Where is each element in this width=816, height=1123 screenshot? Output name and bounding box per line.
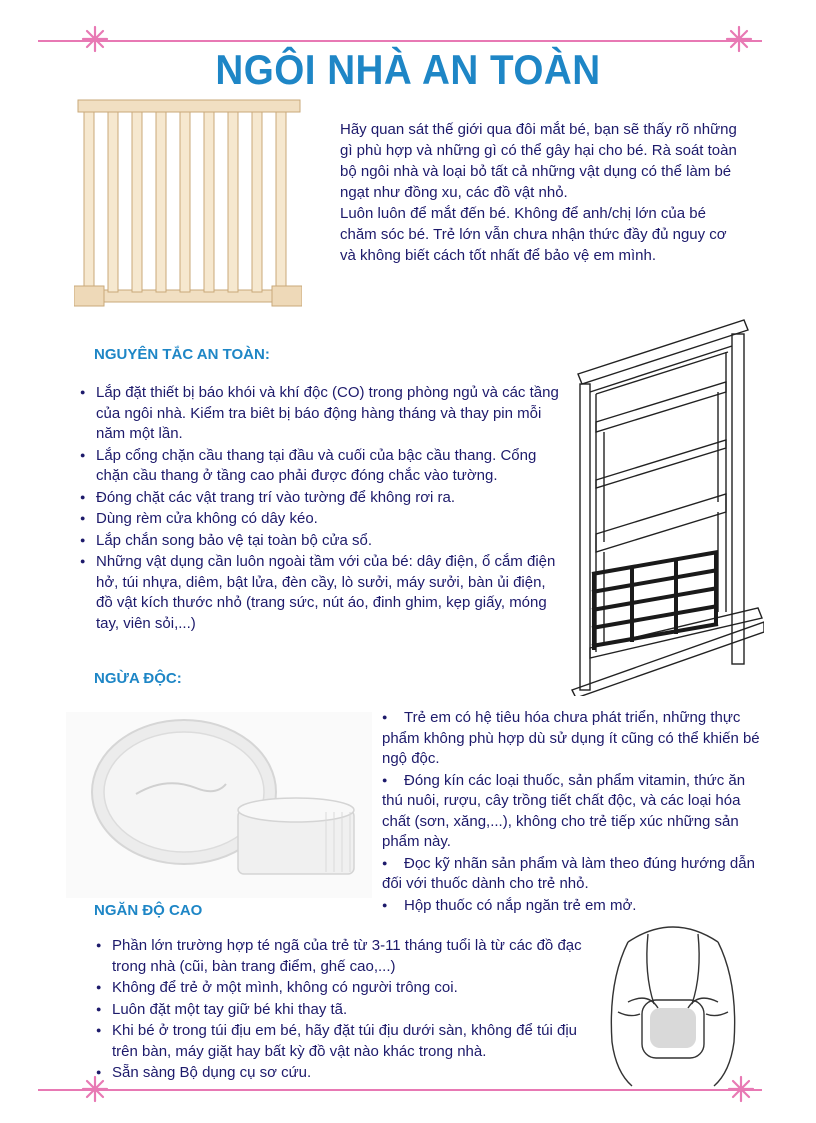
safety-gate-illustration xyxy=(74,98,302,318)
intro-paragraph: Hãy quan sát thế giới qua đôi mắt bé, bạn sẽ thấy rõ những gì phù hợp và những gì có thể gây hại cho bé. Rà soát toàn bộ ngôi nhà và loại bỏ tất cả những vật dụng có thể làm bé ngạt như đồng xu, các đồ vật nhỏ. xyxy=(340,121,737,201)
list-item: ● Đóng kín các loại thuốc, sản phẩm vitamin, thức ăn thú nuôi, rượu, cây trồng tiết chất độc, và các loại hóa chất (sơn, xăng,...), không cho trẻ tiếp xúc những sản phẩm này. xyxy=(382,770,768,853)
page-title: NGÔI NHÀ AN TOÀN xyxy=(215,46,601,93)
list-item: ● Sẵn sàng Bộ dụng cụ sơ cứu. xyxy=(96,1062,592,1084)
list-item: ● Luôn đặt một tay giữ bé khi thay tã. xyxy=(96,999,592,1021)
list-item: ● Khi bé ở trong túi địu em bé, hãy đặt túi địu dưới sàn, không để túi địu trên bàn, máy giặt hay bất kỳ đồ vật nào khác trong nhà. xyxy=(96,1020,592,1062)
falls-list xyxy=(96,935,592,1084)
section-heading-poison: NGỪA ĐỘC: xyxy=(94,670,182,687)
section-heading-safety: NGUYÊN TẮC AN TOÀN: xyxy=(94,346,270,363)
window-guard-illustration xyxy=(568,312,764,696)
top-rule xyxy=(38,40,762,42)
list-item: ● Trẻ em có hệ tiêu hóa chưa phát triển, những thực phẩm không phù hợp dù sử dụng ít cũng có thể khiến bé ngộ độc. xyxy=(382,707,768,770)
list-item: ● Đọc kỹ nhãn sản phẩm và làm theo đúng hướng dẫn đối với thuốc dành cho trẻ nhỏ. xyxy=(382,853,768,895)
list-item: ● Hộp thuốc có nắp ngăn trẻ em mở. xyxy=(382,895,768,917)
section-heading-falls: NGĂN ĐỘ CAO xyxy=(94,902,203,919)
intro-text xyxy=(340,119,740,266)
list-item: ● Dùng rèm cửa không có dây kéo. xyxy=(80,508,560,530)
list-item: ● Lắp cổng chặn cầu thang tại đầu và cuối của bậc cầu thang. Cổng chặn cầu thang ở tầng cao phải được đóng chắc vào tường. xyxy=(80,445,560,487)
list-item: ● Lắp chắn song bảo vệ tại toàn bộ cửa sổ. xyxy=(80,530,560,552)
list-item: ● Không để trẻ ở một mình, không có người trông coi. xyxy=(96,977,592,999)
baby-carrier-illustration xyxy=(598,912,748,1092)
list-item: ● Lắp đặt thiết bị báo khói và khí độc (CO) trong phòng ngủ và các tầng của ngôi nhà. Kiểm tra biêt bị báo động hàng tháng và thay pin mỗi năm một lần. xyxy=(80,382,560,445)
intro-paragraph: Luôn luôn để mắt đến bé. Không để anh/chị lớn của bé chăm sóc bé. Trẻ lớn vẫn chưa nhận thức đầy đủ nguy cơ và không biết cách tốt nhất để bảo vệ em mình. xyxy=(340,205,727,264)
list-item: ● Phần lớn trường hợp té ngã của trẻ từ 3-11 tháng tuổi là từ các đồ đạc trong nhà (cũi, bàn trang điểm, ghế cao,...) xyxy=(96,935,592,977)
list-item: ● Đóng chặt các vật trang trí vào tường để không rơi ra. xyxy=(80,487,560,509)
list-item: ● Những vật dụng cần luôn ngoài tầm với của bé: dây điện, ổ cắm điện hở, túi nhựa, diêm, bật lửa, đèn cầy, lò sưởi, máy sưởi, bàn ủi điện, đồ vật kích thước nhỏ (trang sức, nút áo, đinh ghim, kẹp giấy, móng tay, viên sỏi,...) xyxy=(80,551,560,634)
pill-bottle-caps-illustration xyxy=(66,712,372,898)
safety-list xyxy=(80,382,560,634)
poison-list xyxy=(382,707,768,916)
